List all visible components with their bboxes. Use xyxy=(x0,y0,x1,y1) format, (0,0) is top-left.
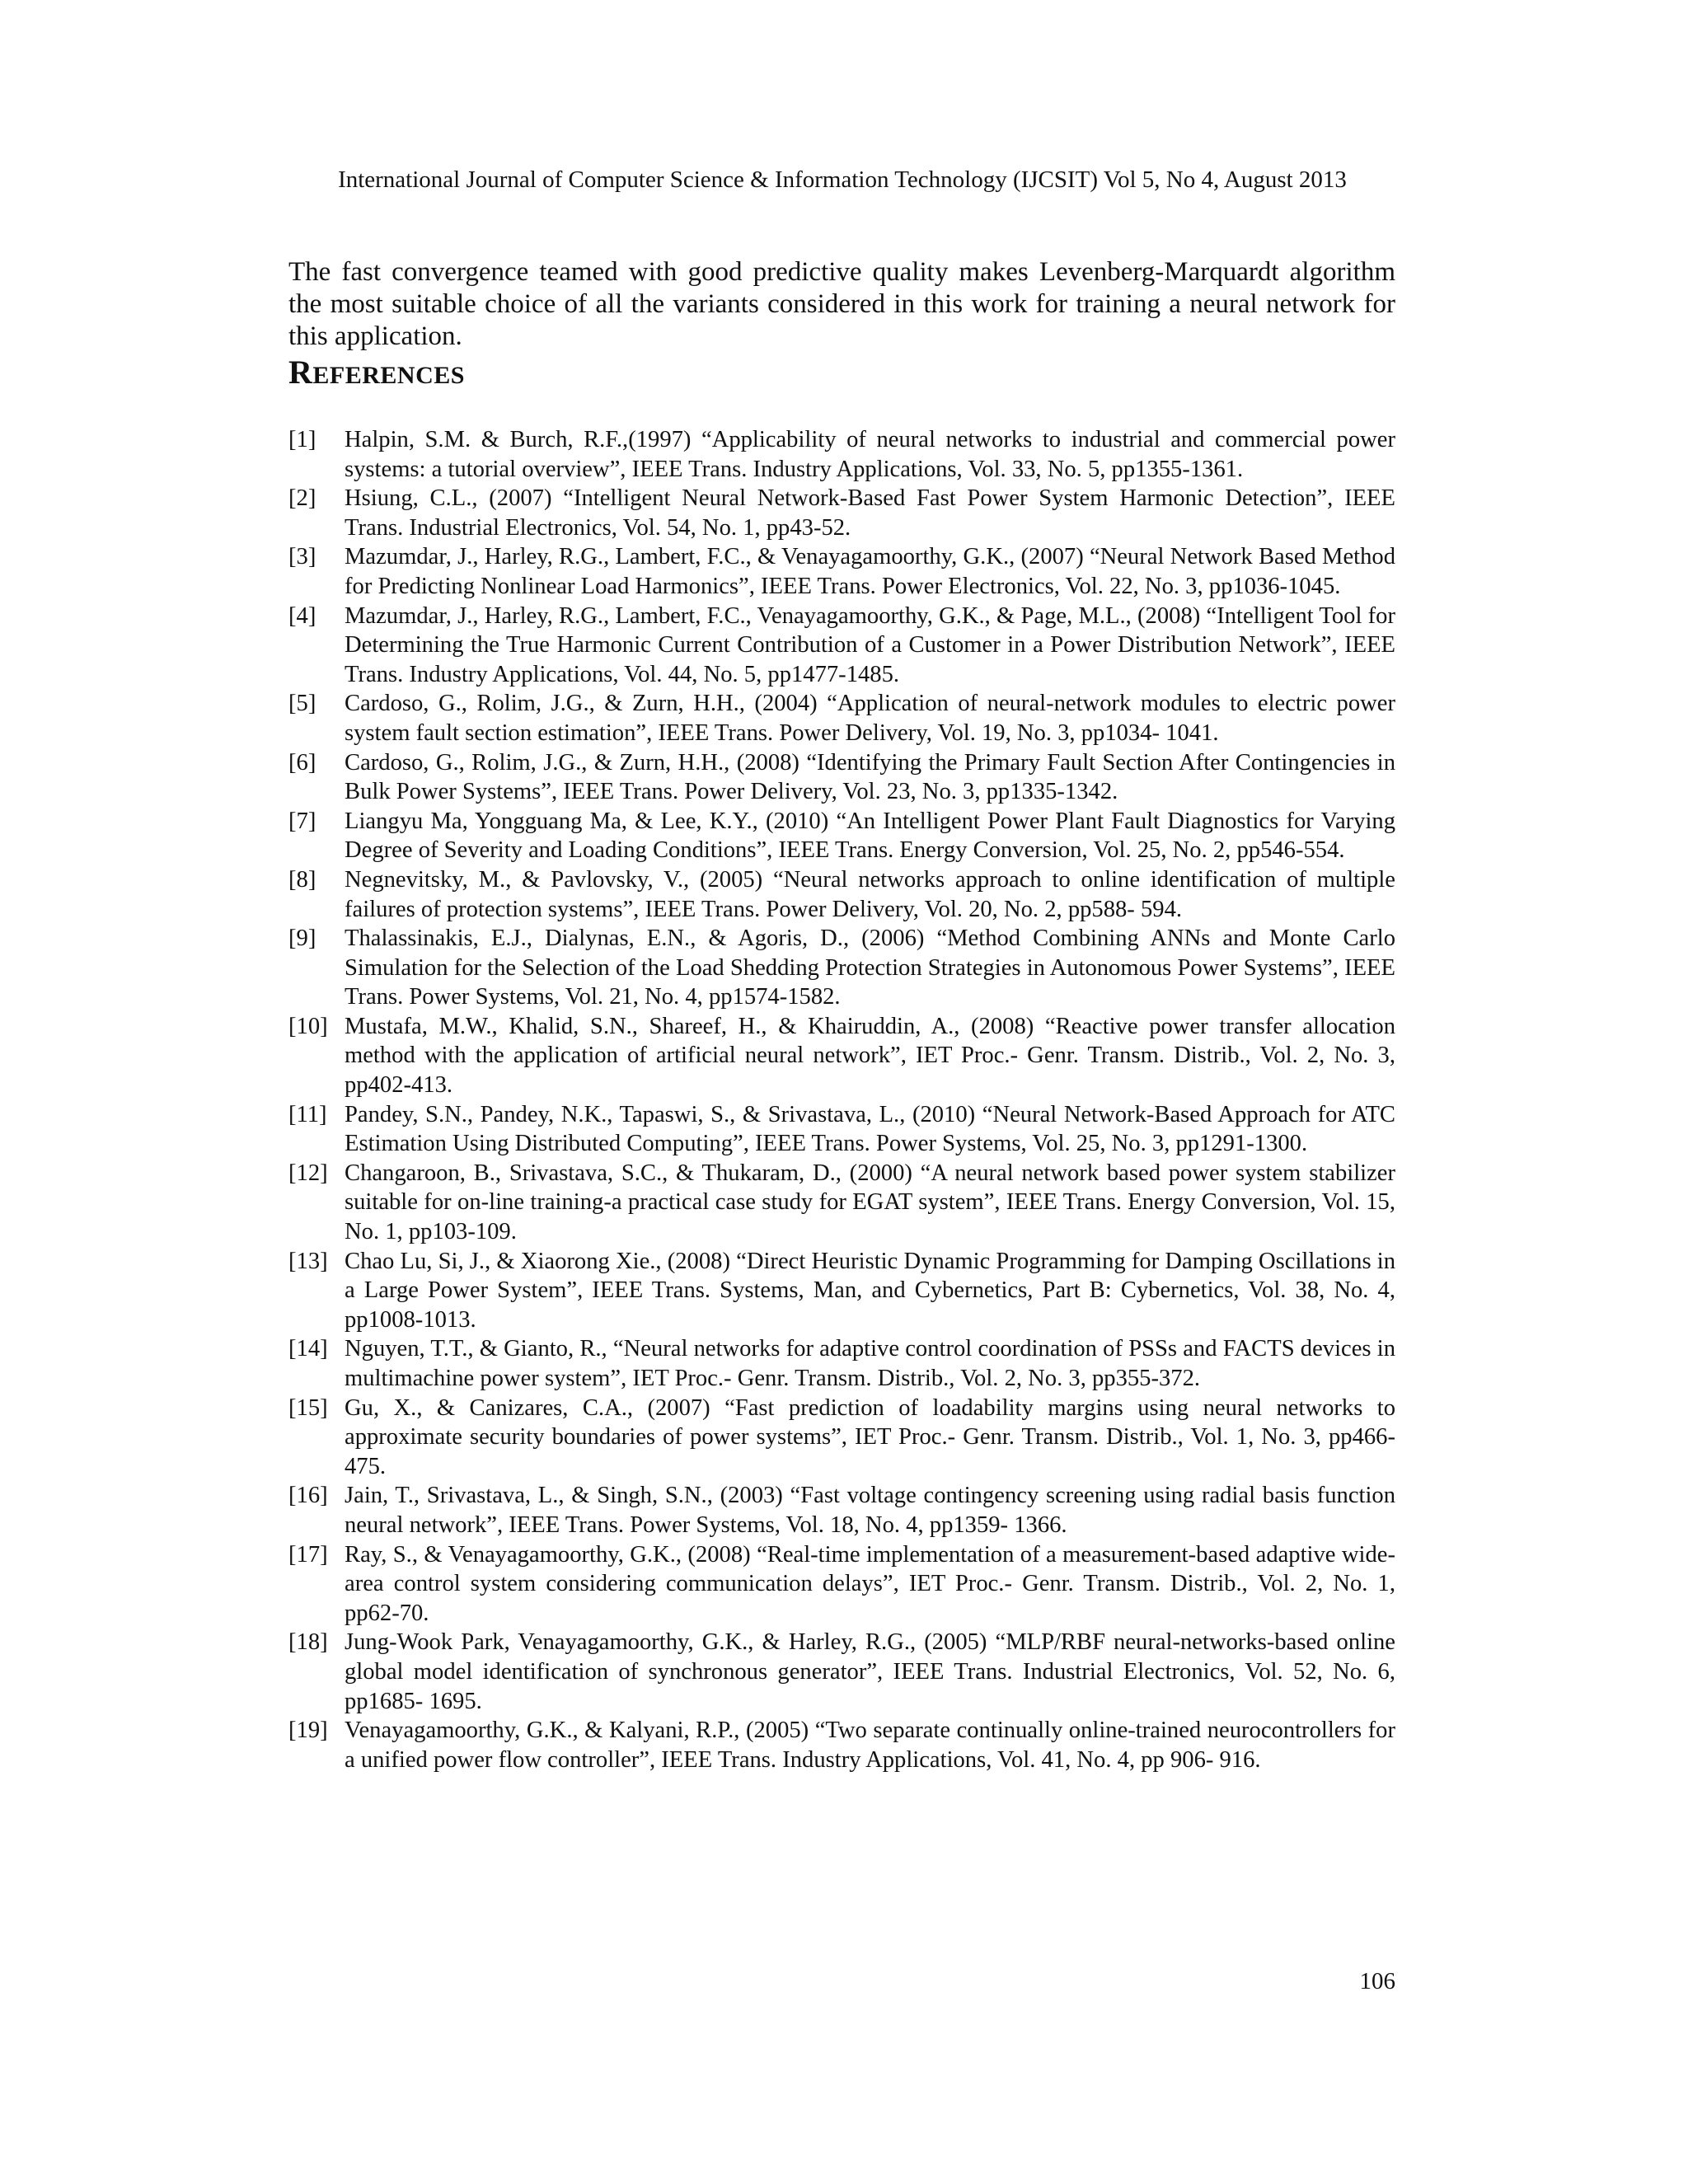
reference-list xyxy=(288,425,1395,1774)
reference-text: Mustafa, M.W., Khalid, S.N., Shareef, H., & Khairuddin, A., (2008) “Reactive power transfer allocation method with the application of artificial neural network”, IET Proc.- Genr. Transm. Distrib., Vol. 2, No. 3, pp402-413. xyxy=(345,1013,1395,1099)
references-heading-rest: EFERENCES xyxy=(312,362,465,389)
reference-item-3 xyxy=(288,542,1395,601)
reference-text: Jung-Wook Park, Venayagamoorthy, G.K., & Harley, R.G., (2005) “MLP/RBF neural-networks-based online global model identification of synchronous generator”, IEEE Trans. Industrial Electronics, Vol. 52, No. 6, pp1685- 1695. xyxy=(345,1629,1395,1714)
reference-text: Ray, S., & Venayagamoorthy, G.K., (2008) “Real-time implementation of a measurement-based adaptive wide-area control system considering communication delays”, IET Proc.- Genr. Transm. Distrib., Vol. 2, No. 1, pp62-70. xyxy=(345,1541,1395,1626)
reference-text: Negnevitsky, M., & Pavlovsky, V., (2005) “Neural networks approach to online identification of multiple failures of protection systems”, IEEE Trans. Power Delivery, Vol. 20, No. 2, pp588- 594. xyxy=(345,866,1395,922)
reference-text: Thalassinakis, E.J., Dialynas, E.N., & Agoris, D., (2006) “Method Combining ANNs and Monte Carlo Simulation for the Selection of the Load Shedding Protection Strategies in Autonomous Power Systems”, IEEE Trans. Power Systems, Vol. 21, No. 4, pp1574-1582. xyxy=(345,926,1395,1010)
reference-text: Jain, T., Srivastava, L., & Singh, S.N., (2003) “Fast voltage contingency screening using radial basis function neural network”, IEEE Trans. Power Systems, Vol. 18, No. 4, pp1359- 1366. xyxy=(345,1483,1395,1538)
reference-item-7 xyxy=(288,807,1395,865)
reference-number: [9] xyxy=(288,926,316,952)
reference-item-15 xyxy=(288,1394,1395,1482)
reference-number: [17] xyxy=(288,1541,328,1568)
reference-text: Mazumdar, J., Harley, R.G., Lambert, F.C., & Venayagamoorthy, G.K., (2007) “Neural Network Based Method for Predicting Nonlinear Load Harmonics”, IEEE Trans. Power Electronics, Vol. 22, No. 3, pp1036-1045. xyxy=(345,544,1395,599)
reference-item-9 xyxy=(288,924,1395,1012)
reference-item-19 xyxy=(288,1716,1395,1774)
reference-number: [14] xyxy=(288,1336,328,1362)
reference-number: [6] xyxy=(288,749,316,776)
references-heading xyxy=(288,353,465,396)
reference-text: Venayagamoorthy, G.K., & Kalyani, R.P., (2005) “Two separate continually online-trained neurocontrollers for a unified power flow controller”, IEEE Trans. Industry Applications, Vol. 41, No. 4, pp 906- 916. xyxy=(345,1718,1395,1773)
reference-item-12 xyxy=(288,1159,1395,1247)
reference-text: Pandey, S.N., Pandey, N.K., Tapaswi, S., & Srivastava, L., (2010) “Neural Network-Based Approach for ATC Estimation Using Distributed Computing”, IEEE Trans. Power Systems, Vol. 25, No. 3, pp1291-1300. xyxy=(345,1101,1395,1157)
reference-number: [18] xyxy=(288,1629,328,1656)
reference-text: Hsiung, C.L., (2007) “Intelligent Neural Network-Based Fast Power System Harmonic Detection”, IEEE Trans. Industrial Electronics, Vol. 54, No. 1, pp43-52. xyxy=(345,485,1395,541)
reference-item-2 xyxy=(288,484,1395,542)
reference-item-14 xyxy=(288,1334,1395,1393)
reference-text: Mazumdar, J., Harley, R.G., Lambert, F.C., Venayagamoorthy, G.K., & Page, M.L., (2008) “Intelligent Tool for Determining the True Harmonic Current Contribution of a Customer in a Power Distribution Network”, IEEE Trans. Industry Applications, Vol. 44, No. 5, pp1477-1485. xyxy=(345,602,1395,687)
reference-item-6 xyxy=(288,748,1395,807)
reference-number: [1] xyxy=(288,427,316,452)
reference-item-1 xyxy=(288,425,1395,484)
reference-text: Liangyu Ma, Yongguang Ma, & Lee, K.Y., (2010) “An Intelligent Power Plant Fault Diagnostics for Varying Degree of Severity and Loading Conditions”, IEEE Trans. Energy Conversion, Vol. 25, No. 2, pp546-554. xyxy=(345,808,1395,864)
reference-number: [19] xyxy=(288,1718,328,1744)
reference-number: [8] xyxy=(288,866,316,893)
reference-number: [3] xyxy=(288,544,316,570)
reference-item-17 xyxy=(288,1540,1395,1629)
references-heading-initial: R xyxy=(288,354,313,391)
intro-paragraph: The fast convergence teamed with good predictive quality makes Levenberg-Marquardt algorithm the most suitable choice of all the variants considered in this work for training a neural network for this application. xyxy=(288,257,1395,351)
page-number: 106 xyxy=(1359,1968,1395,1994)
running-header: International Journal of Computer Science & Information Technology (IJCSIT) Vol 5, No 4, August 2013 xyxy=(338,166,1347,193)
reference-number: [7] xyxy=(288,808,316,834)
reference-item-4 xyxy=(288,602,1395,690)
reference-text: Gu, X., & Canizares, C.A., (2007) “Fast prediction of loadability margins using neural networks to approximate security boundaries of power systems”, IET Proc.- Genr. Transm. Distrib., Vol. 1, No. 3, pp466-475. xyxy=(345,1394,1395,1479)
reference-text: Cardoso, G., Rolim, J.G., & Zurn, H.H., (2008) “Identifying the Primary Fault Section After Contingencies in Bulk Power Systems”, IEEE Trans. Power Delivery, Vol. 23, No. 3, pp1335-1342. xyxy=(345,749,1395,805)
reference-number: [5] xyxy=(288,691,316,717)
reference-item-18 xyxy=(288,1628,1395,1716)
reference-number: [16] xyxy=(288,1483,328,1509)
reference-item-13 xyxy=(288,1247,1395,1335)
reference-item-10 xyxy=(288,1012,1395,1100)
reference-number: [2] xyxy=(288,485,316,512)
reference-number: [10] xyxy=(288,1013,328,1039)
reference-item-11 xyxy=(288,1100,1395,1159)
reference-number: [11] xyxy=(288,1101,327,1127)
reference-item-8 xyxy=(288,865,1395,924)
reference-text: Nguyen, T.T., & Gianto, R., “Neural networks for adaptive control coordination of PSSs and FACTS devices in multimachine power system”, IET Proc.- Genr. Transm. Distrib., Vol. 2, No. 3, pp355-372. xyxy=(345,1336,1395,1391)
reference-item-5 xyxy=(288,689,1395,748)
reference-number: [13] xyxy=(288,1248,328,1274)
reference-text: Changaroon, B., Srivastava, S.C., & Thukaram, D., (2000) “A neural network based power system stabilizer suitable for on-line training-a practical case study for EGAT system”, IEEE Trans. Energy Conversion, Vol. 15, No. 1, pp103-109. xyxy=(345,1160,1395,1245)
reference-item-16 xyxy=(288,1481,1395,1540)
reference-text: Chao Lu, Si, J., & Xiaorong Xie., (2008) “Direct Heuristic Dynamic Programming for Damping Oscillations in a Large Power System”, IEEE Trans. Systems, Man, and Cybernetics, Part B: Cybernetics, Vol. 38, No. 4, pp1008-1013. xyxy=(345,1248,1395,1333)
reference-number: [15] xyxy=(288,1394,328,1421)
reference-number: [4] xyxy=(288,602,316,629)
reference-text: Cardoso, G., Rolim, J.G., & Zurn, H.H., (2004) “Application of neural-network modules to electric power system fault section estimation”, IEEE Trans. Power Delivery, Vol. 19, No. 3, pp1034- 1041. xyxy=(345,691,1395,746)
reference-number: [12] xyxy=(288,1160,328,1186)
reference-text: Halpin, S.M. & Burch, R.F.,(1997) “Applicability of neural networks to industrial and commercial power systems: a tutorial overview”, IEEE Trans. Industry Applications, Vol. 33, No. 5, pp1355-1361. xyxy=(345,427,1395,482)
